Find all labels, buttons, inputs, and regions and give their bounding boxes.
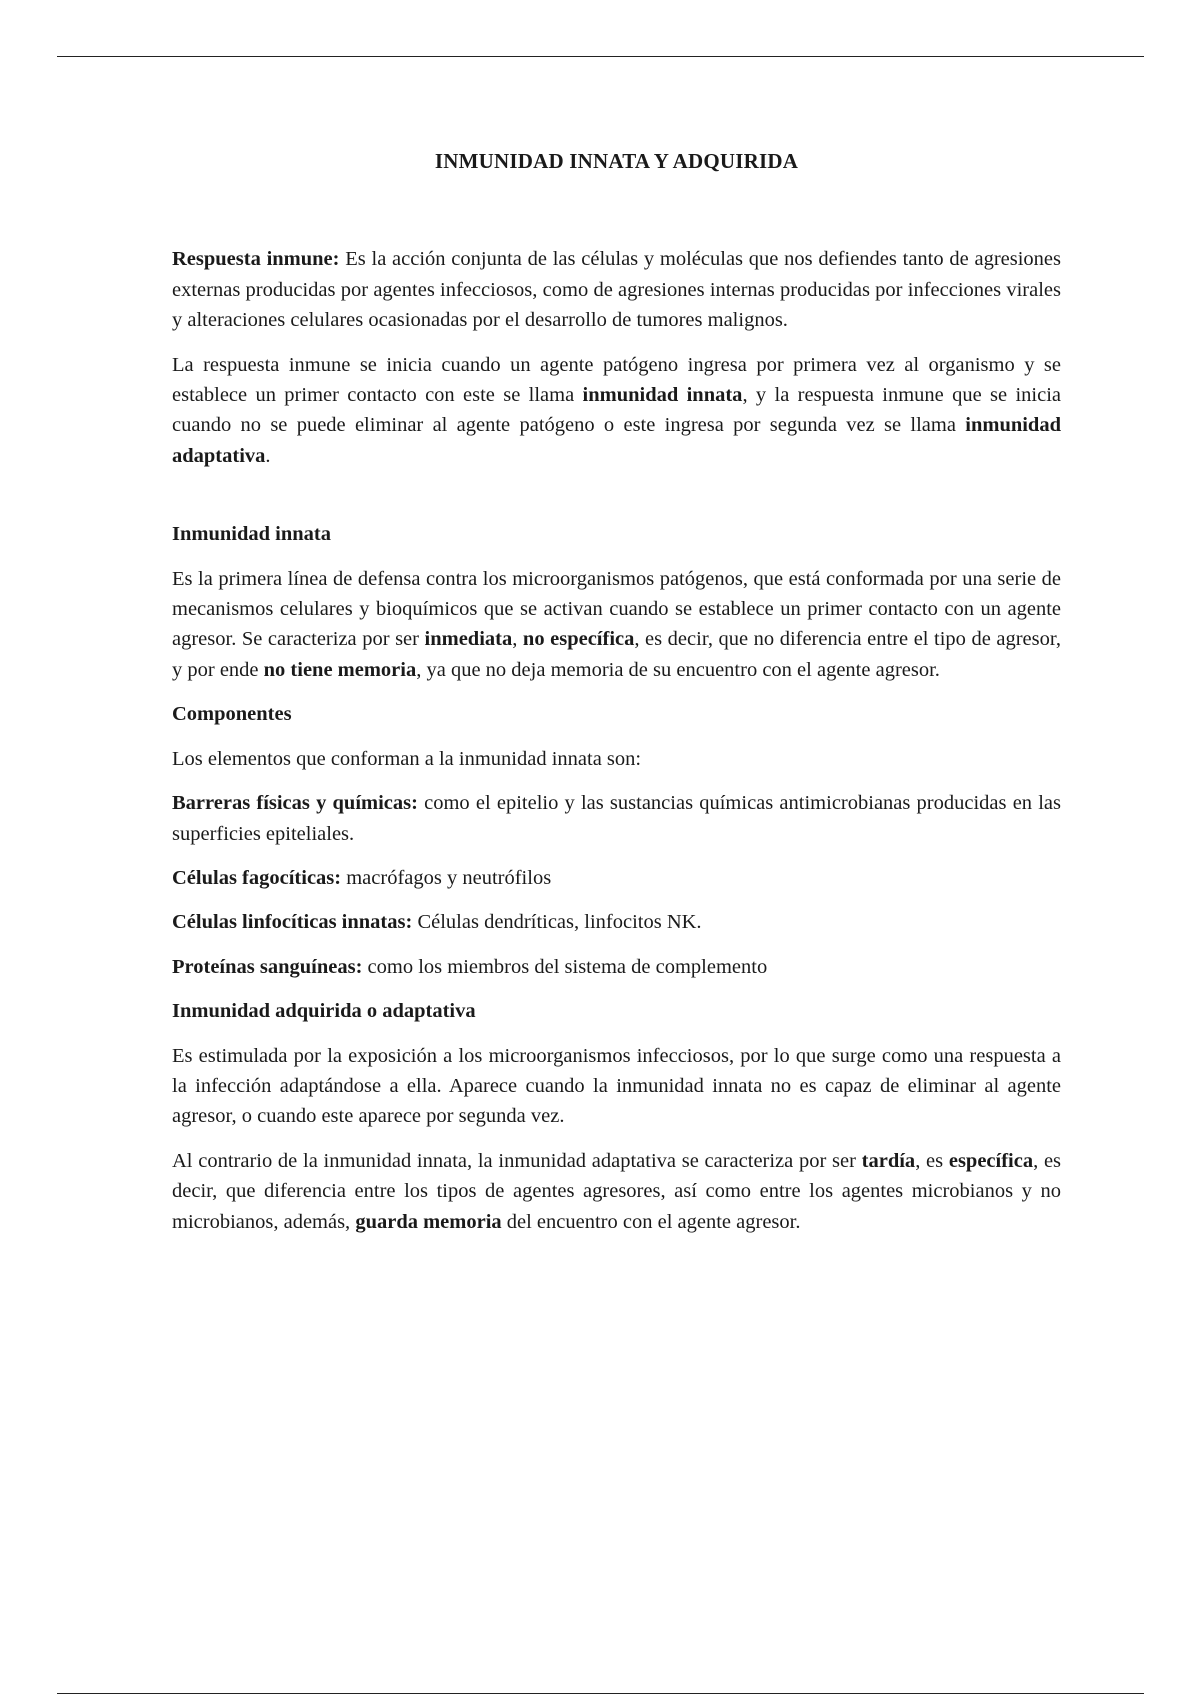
- component-item: Células fagocíticas: macrófagos y neutrófilos: [172, 866, 552, 889]
- term-respuesta-inmune: Respuesta inmune:: [172, 248, 340, 271]
- heading-inmunidad-innata: Inmunidad innata: [172, 523, 331, 546]
- component-item: Barreras físicas y químicas: como el epitelio y las sustancias químicas antimicrobianas producidas en las superficies epiteliales.: [172, 792, 1061, 845]
- paragraph-componentes-intro: Los elementos que conforman a la inmunidad innata son:: [172, 747, 642, 770]
- paragraph-innata: Es la primera línea de defensa contra los microorganismos patógenos, que está conformada por una serie de mecanismos celulares y bioquímicos que se activan cuando se establece un primer contacto con un agente agresor. Se caracteriza por ser inmediata, no específica, es decir, que no diferencia entre el tipo de agresor, y por ende no tiene memoria, ya que no deja memoria de su encuentro con el agente agresor.: [172, 567, 1062, 681]
- header-rule: [57, 56, 1144, 57]
- paragraph-adaptativa-1: Es estimulada por la exposición a los microorganismos infecciosos, por lo que surge como una respuesta a la infección adaptándose a ella. Aparece cuando la inmunidad innata no es capaz de eliminar al agente agresor, o cuando este aparece por segunda vez.: [172, 1044, 1061, 1128]
- heading-componentes: Componentes: [172, 703, 292, 726]
- component-item: Proteínas sanguíneas: como los miembros del sistema de complemento: [172, 955, 768, 978]
- paragraph-respuesta-intro: La respuesta inmune se inicia cuando un agente patógeno ingresa por primera vez al organismo y se establece un primer contacto con este se llama inmunidad innata, y la respuesta inmune que se inicia cuando no se puede eliminar al agente patógeno o este ingresa por segunda vez se llama inmunidad adaptativa.: [172, 353, 1061, 467]
- document-body: [172, 146, 1061, 1251]
- component-item: Células linfocíticas innatas: Células dendríticas, linfocitos NK.: [172, 911, 702, 934]
- footer-rule: [57, 1693, 1144, 1694]
- paragraph-respuesta-inmune: Respuesta inmune: Es la acción conjunta de las células y moléculas que nos defiendes tanto de agresiones externas producidas por agentes infecciosos, como de agresiones internas producidas por infecciones virales y alteraciones celulares ocasionadas por el desarrollo de tumores malignos.: [172, 248, 1061, 332]
- document-title: INMUNIDAD INNATA Y ADQUIRIDA: [434, 149, 799, 173]
- heading-inmunidad-adaptativa: Inmunidad adquirida o adaptativa: [172, 1000, 476, 1023]
- paragraph-adaptativa-2: Al contrario de la inmunidad innata, la inmunidad adaptativa se caracteriza por ser tardía, es específica, es decir, que diferencia entre los tipos de agentes agresores, así como entre los agentes microbianos y no microbianos, además, guarda memoria del encuentro con el agente agresor.: [172, 1149, 1062, 1233]
